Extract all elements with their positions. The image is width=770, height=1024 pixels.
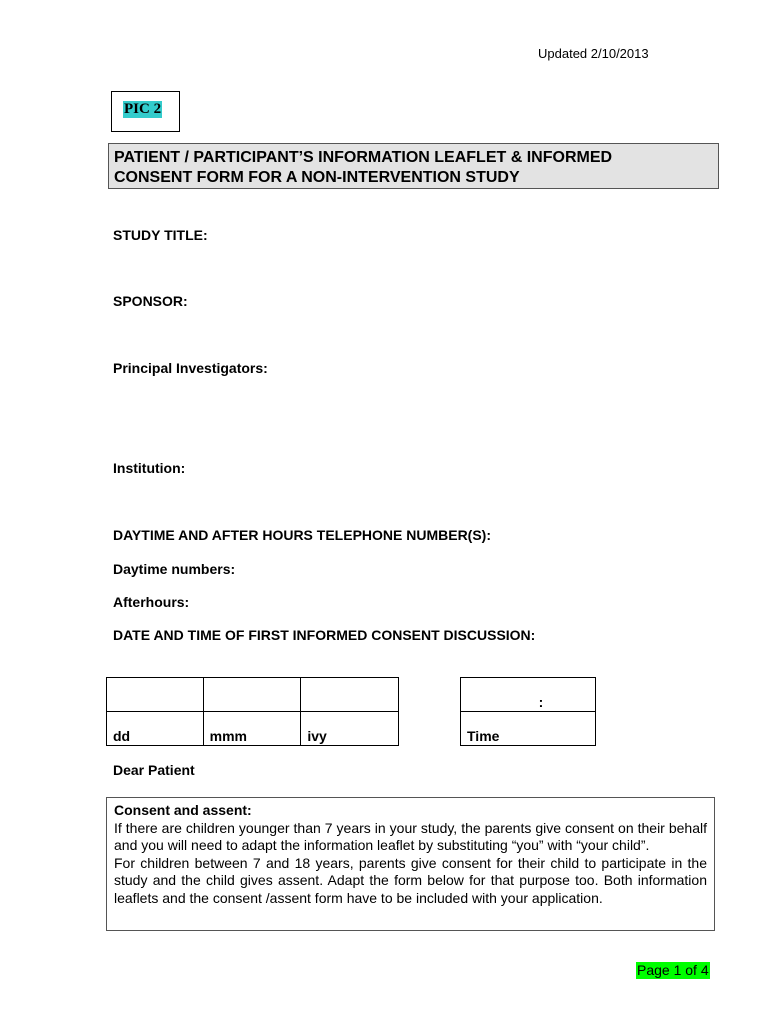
date-dd-label: dd [107, 712, 204, 746]
time-table [460, 677, 596, 746]
pic-box [111, 91, 180, 132]
note-paragraph-1: If there are children younger than 7 years in your study, the parents give consent on their behalf and you will need to adapt the information leaflet by substituting “you” with “your child”. [114, 819, 707, 853]
updated-date: Updated 2/10/2013 [538, 46, 649, 61]
title-line-2: CONSENT FORM FOR A NON-INTERVENTION STUDY [114, 169, 520, 186]
note-heading: Consent and assent: [114, 802, 252, 818]
date-mmm-label: mmm [203, 712, 301, 746]
date-mmm-input[interactable] [203, 678, 301, 712]
daytime-numbers-label: Daytime numbers: [113, 561, 236, 577]
telephone-label: DAYTIME AND AFTER HOURS TELEPHONE NUMBER(S): [113, 527, 492, 543]
date-yy-label: ivy [301, 712, 399, 746]
pic-label: PIC 2 [124, 101, 162, 117]
first-discussion-label: DATE AND TIME OF FIRST INFORMED CONSENT DISCUSSION: [113, 627, 536, 643]
time-label: Time [461, 712, 596, 746]
date-yy-input[interactable] [301, 678, 399, 712]
principal-investigators-label: Principal Investigators: [113, 360, 268, 376]
date-table [106, 677, 399, 746]
document-title [108, 143, 719, 189]
greeting: Dear Patient [113, 762, 195, 778]
consent-assent-note [106, 797, 715, 931]
title-line-1: PATIENT / PARTICIPANT’S INFORMATION LEAFLET & INFORMED [114, 149, 613, 166]
time-input[interactable]: : [461, 678, 596, 712]
date-dd-input[interactable] [107, 678, 204, 712]
page-number: Page 1 of 4 [637, 962, 709, 978]
note-paragraph-2: For children between 7 and 18 years, parents give consent for their child to participate in the study and the child gives assent. Adapt the form below for that purpose too. Both information leaflets and the consent /assent form have to be included with your application. [114, 854, 707, 906]
institution-label: Institution: [113, 460, 186, 476]
sponsor-label: SPONSOR: [113, 293, 188, 309]
afterhours-label: Afterhours: [113, 594, 190, 610]
study-title-label: STUDY TITLE: [113, 227, 208, 243]
